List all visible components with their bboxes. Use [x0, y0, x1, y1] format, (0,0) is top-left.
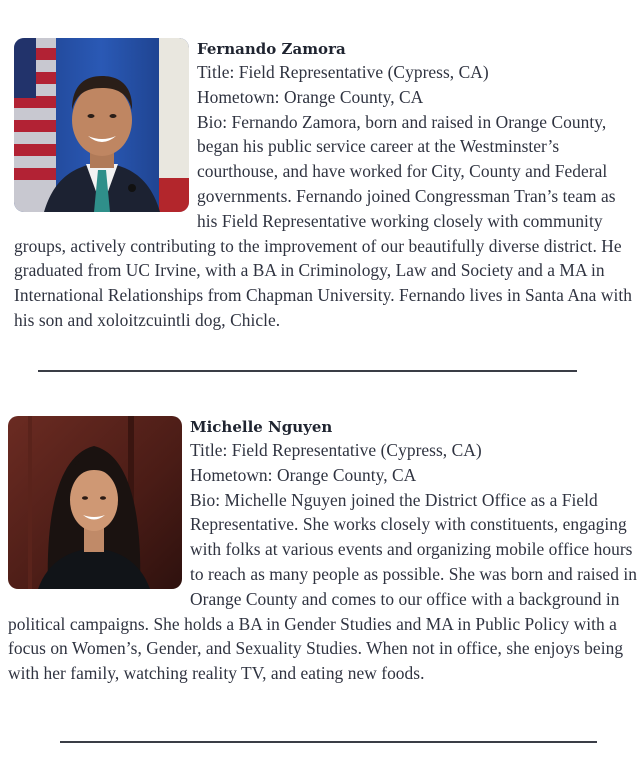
profile-hometown: Hometown: Orange County, CA	[190, 464, 417, 485]
staff-profile-michelle	[0, 416, 640, 686]
profile-hometown: Hometown: Orange County, CA	[197, 86, 424, 107]
section-divider	[38, 370, 577, 372]
profile-title: Title: Field Representative (Cypress, CA)	[190, 440, 482, 460]
profile-bio: Bio: Michelle Nguyen joined the District Office as a Field Representative. She works closely with constituents, engaging with folks at various events and organizing mobile office hours to reach as many people as possible. She was born and raised in Orange County and comes to our office with a background in political campaigns. She holds a BA in Gender Studies and MA in Public Policy with a focus on Women’s, Gender, and Sexuality Studies. When not in office, she enjoys being with her family, watching reality TV, and eating new foods.	[8, 489, 637, 684]
profile-name: Fernando Zamora	[197, 40, 346, 58]
profile-name: Michelle Nguyen	[190, 418, 333, 436]
profile-bio: Bio: Fernando Zamora, born and raised in Orange County, began his public service career at the Westminster’s courthouse, and have worked for City, County and Federal governments. Fernando joined Congressman Tran’s team as his Field Representative working closely with community groups, actively contributing to the improvement of our beautifully diverse district. He graduated from UC Irvine, with a BA in Criminology, Law and Society and a MA in International Relationships from Chapman University. Fernando lives in Santa Ana with his son and xoloitzcuintli dog, Chicle.	[14, 111, 632, 330]
profile-photo	[8, 416, 182, 589]
section-divider	[60, 741, 597, 743]
profile-title: Title: Field Representative (Cypress, CA)	[197, 62, 489, 82]
profile-photo	[14, 38, 189, 212]
staff-profile-fernando	[0, 38, 640, 333]
